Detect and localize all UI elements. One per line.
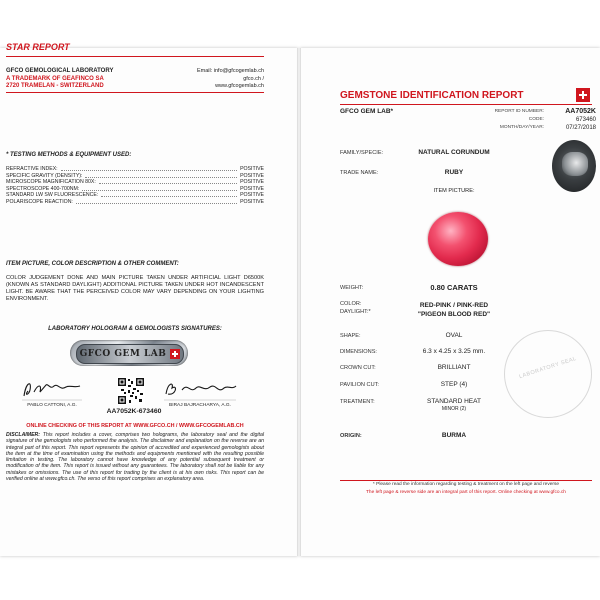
swiss-flag-icon: [576, 88, 590, 102]
lab-name: GFCO GEMOLOGICAL LABORATORY: [6, 68, 114, 74]
lab-contact: [196, 68, 264, 91]
star-report-title: STAR REPORT: [6, 42, 70, 52]
shape-label: SHAPE:: [340, 333, 361, 339]
test-row: [6, 173, 264, 180]
report-meta-labels: [480, 108, 544, 133]
test-row: [6, 199, 264, 206]
crown-cut-label: CROWN CUT:: [340, 365, 376, 371]
shape-value: OVAL: [445, 332, 463, 339]
test-value: POSITIVE: [240, 185, 264, 192]
daylight-label: DAYLIGHT:*: [340, 309, 371, 315]
comment-text: COLOR JUDGEMENT DONE AND MAIN PICTURE TAKEN UNDER ARTIFICIAL LIGHT D6500K (KNOWN AS STANDARD DAYLIGHT) ADDITIONAL PICTURE TAKEN UNDER HOT INCANDESCENT LIGHT. BE AWARE THAT THE PERCEIVED COLOR MAY VARY DEPENDING ON YOUR LIGHTING ENVIRONMENT.: [6, 275, 264, 302]
test-label: REFRACTIVE INDEX:: [6, 166, 58, 172]
lab-address: 2720 TRAMELAN - SWITZERLAND: [6, 83, 104, 89]
gem-photo-incandescent: [552, 140, 596, 192]
treatment-value: STANDARD HEAT: [427, 398, 481, 405]
report-meta-values: [548, 108, 596, 133]
gfco-lab-name: GFCO GEM LAB*: [340, 108, 394, 115]
title-divider: [6, 56, 264, 57]
report-id: AA7052K: [565, 108, 596, 115]
hologram-text: GFCO GEM LAB: [79, 349, 167, 359]
date-label: MONTH/DAY/YEAR:: [499, 125, 544, 131]
lab-email: Email: info@gfcogemlab.ch: [196, 68, 264, 74]
family-label: FAMILY/SPECIE:: [340, 150, 384, 156]
lab-trademark: A TRADEMARK OF GEAFINCO SA: [6, 75, 104, 82]
test-label: SPECTROSCOPE 400-700NM:: [6, 185, 80, 192]
tests-list: [6, 166, 264, 206]
qr-code-icon: [117, 377, 145, 405]
code-label: CODE:: [528, 117, 544, 123]
color-trade-value: "PIGEON BLOOD RED": [417, 311, 491, 318]
stamp-text: LABORATORY SEAL: [518, 355, 578, 381]
signature-left: [20, 376, 84, 402]
report-title-divider: [340, 104, 592, 105]
signer-left-name: PABLO CATTONI, A.G.: [27, 403, 77, 408]
gemstone-report-title: GEMSTONE IDENTIFICATION REPORT: [340, 90, 524, 101]
lab-web: gfco.ch / www.gfcogemlab.ch: [215, 75, 264, 89]
online-check-link[interactable]: ONLINE CHECKING OF THIS REPORT AT WWW.GFCO.CH / WWW.GFCOGEMLAB.CH: [26, 423, 244, 429]
report-date: 07/27/2018: [565, 125, 596, 132]
disclaimer-text: This report includes a cover, comprises two holograms, the laboratory seal and the digital signature of the gemologists who performed the analysis. The disclaimer and explanation on the reverse are an integral part of this report. This report represents the opinion of accredited and experienced gemologists about the item at the time of examination using the methods and equipments mentioned with the resulting possible limitation in testing. The laboratory cannot have knowledge of any potential subsequent treatment or modification of the item. This report is issued without any guarantees. The laboratory shall not be liable for any mistakes or omissions. The use of this report for trading by the client is at his own risks. This report can be verified online at www.gfco.ch. The verso of this report comprises an explanatory area.: [6, 432, 264, 483]
address-divider: [6, 92, 264, 93]
testing-methods-title: * TESTING METHODS & EQUIPMENT USED:: [6, 152, 132, 158]
disclaimer-label: DISCLAIMER:: [6, 432, 41, 438]
weight-value: 0.80 CARATS: [430, 283, 478, 292]
pavilion-cut-label: PAVILION CUT:: [340, 382, 379, 388]
dimensions-value: 6.3 x 4.25 x 3.25 mm.: [422, 348, 486, 355]
footer-divider: [340, 480, 592, 481]
report-id-label: REPORT ID NUMBER:: [494, 109, 544, 114]
test-value: POSITIVE: [240, 166, 264, 172]
page-fold: [297, 48, 301, 556]
dimensions-label: DIMENSIONS:: [340, 349, 377, 355]
color-label: COLOR:: [340, 301, 362, 307]
trade-name-label: TRADE NAME:: [340, 170, 379, 176]
hologram-title: LABORATORY HOLOGRAM & GEMOLOGISTS SIGNATURES:: [48, 326, 222, 332]
test-value: POSITIVE: [240, 198, 264, 205]
test-label: MICROSCOPE MAGNIFICATION 80X:: [6, 179, 96, 186]
treatment-label: TREATMENT:: [340, 399, 375, 405]
test-value: POSITIVE: [240, 192, 264, 199]
color-value: RED-PINK / PINK-RED: [419, 302, 489, 309]
laboratory-seal-stamp: [504, 330, 592, 418]
lab-address-block: [6, 68, 113, 91]
test-row: [6, 179, 264, 186]
disclaimer: [6, 432, 264, 482]
comment-title: ITEM PICTURE, COLOR DESCRIPTION & OTHER COMMENT:: [6, 261, 179, 267]
code: 673460: [575, 117, 596, 124]
test-label: POLARISCOPE REACTION:: [6, 198, 73, 205]
ruby-gem-image: [428, 212, 488, 266]
origin-label: ORIGIN:: [340, 433, 362, 439]
family-value: NATURAL CORUNDUM: [418, 149, 490, 156]
test-label: SPECIFIC GRAVITY (DENSITY):: [6, 172, 83, 179]
hologram-sticker: [70, 340, 188, 366]
trade-name-value: RUBY: [444, 169, 464, 176]
signature-right: [160, 376, 240, 402]
treatment-subvalue: MINOR (2): [441, 406, 467, 412]
origin-value: BURMA: [441, 432, 467, 439]
pavilion-cut-value: STEP (4): [440, 381, 468, 388]
certificate-number: AA7052K-673460: [106, 408, 162, 415]
test-row: [6, 192, 264, 199]
item-picture-label: ITEM PICTURE:: [433, 188, 475, 194]
note-reverse: * Please read the information regarding testing & treatment on the left page and reverse: [372, 482, 560, 487]
test-row: [6, 186, 264, 193]
test-row: [6, 166, 264, 173]
note-integral: The left page & reverse side are an integral part of this report. Online checking at www.gfco.ch: [366, 490, 566, 495]
test-value: POSITIVE: [240, 172, 264, 179]
signer-right-name: BIRAJ BAJRACHARYA, A.G.: [169, 403, 231, 408]
weight-label: WEIGHT:: [340, 285, 364, 291]
crown-cut-value: BRILLIANT: [437, 364, 471, 371]
swiss-flag-icon: [170, 349, 180, 359]
test-value: POSITIVE: [240, 179, 264, 186]
test-label: STANDARD LW SW FLUORESCENCE:: [6, 192, 99, 199]
